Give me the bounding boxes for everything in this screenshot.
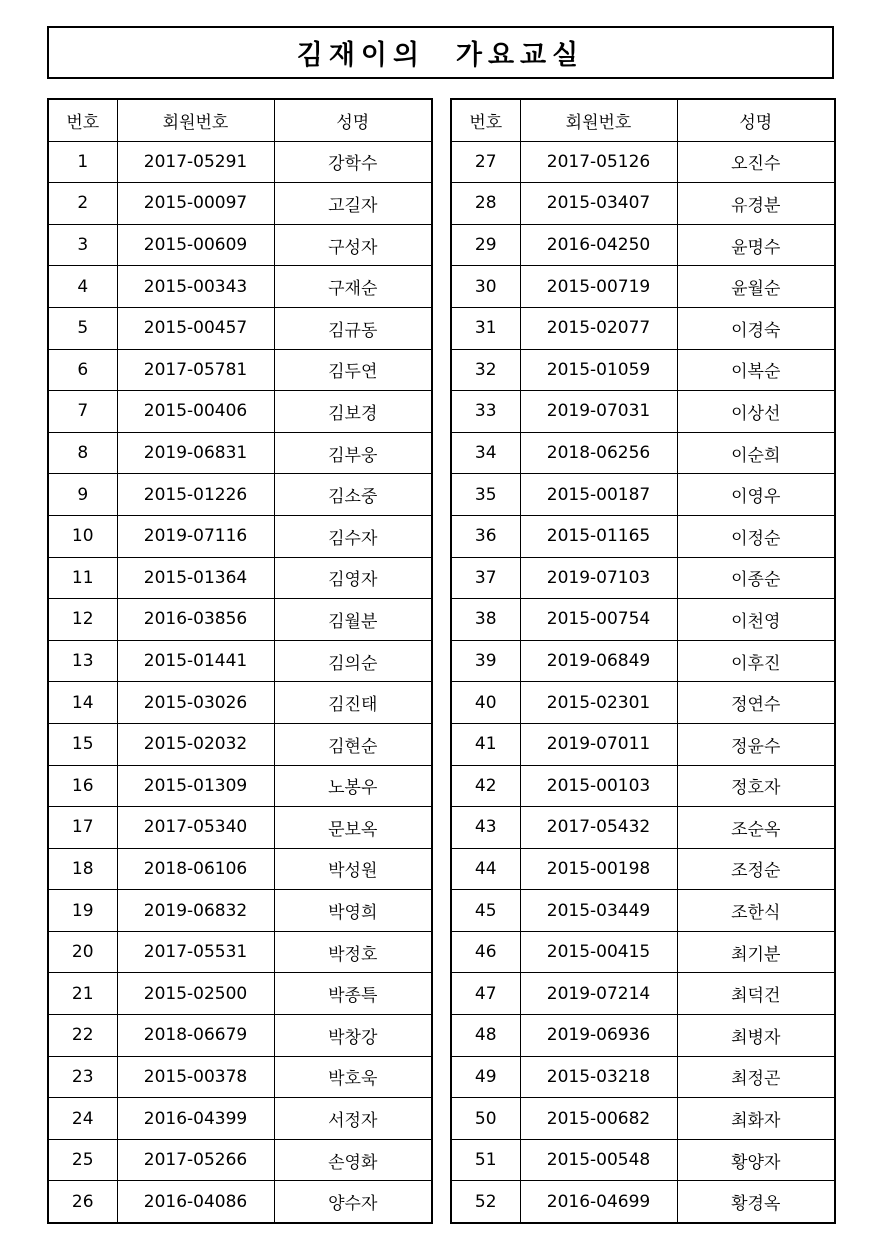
table-row: [48, 266, 432, 308]
cell-member-id: 2015-03407: [520, 183, 677, 225]
cell-member-id: 2015-01226: [117, 474, 274, 516]
cell-name: 김월분: [274, 599, 432, 641]
cell-member-id: 2019-06831: [117, 432, 274, 474]
table-row: [451, 931, 835, 973]
cell-no: 38: [451, 599, 520, 641]
cell-member-id: 2016-03856: [117, 599, 274, 641]
cell-member-id: 2015-01309: [117, 765, 274, 807]
header-no: 번호: [48, 99, 117, 141]
cell-name: 김현순: [274, 723, 432, 765]
cell-name: 서정자: [274, 1098, 432, 1140]
cell-member-id: 2015-02301: [520, 682, 677, 724]
table-row: [48, 183, 432, 225]
cell-name: 김영자: [274, 557, 432, 599]
table-row: [451, 183, 835, 225]
cell-member-id: 2015-01059: [520, 349, 677, 391]
cell-member-id: 2017-05291: [117, 141, 274, 183]
table-row: [451, 640, 835, 682]
table-row: [451, 1015, 835, 1057]
cell-no: 42: [451, 765, 520, 807]
cell-no: 17: [48, 807, 117, 849]
cell-name: 김진태: [274, 682, 432, 724]
table-row: [451, 1056, 835, 1098]
cell-name: 유경분: [677, 183, 835, 225]
cell-member-id: 2016-04699: [520, 1181, 677, 1223]
cell-name: 최병자: [677, 1015, 835, 1057]
cell-name: 고길자: [274, 183, 432, 225]
cell-name: 황경옥: [677, 1181, 835, 1223]
cell-member-id: 2015-00406: [117, 391, 274, 433]
table-row: [48, 682, 432, 724]
cell-name: 이상선: [677, 391, 835, 433]
cell-member-id: 2015-03026: [117, 682, 274, 724]
cell-name: 오진수: [677, 141, 835, 183]
cell-no: 48: [451, 1015, 520, 1057]
table-row: [451, 391, 835, 433]
cell-no: 32: [451, 349, 520, 391]
table-row: [451, 890, 835, 932]
cell-name: 윤월순: [677, 266, 835, 308]
cell-member-id: 2015-02077: [520, 307, 677, 349]
cell-member-id: 2016-04250: [520, 224, 677, 266]
cell-name: 김두연: [274, 349, 432, 391]
cell-member-id: 2015-00457: [117, 307, 274, 349]
cell-name: 이종순: [677, 557, 835, 599]
cell-name: 김수자: [274, 515, 432, 557]
cell-no: 29: [451, 224, 520, 266]
cell-no: 35: [451, 474, 520, 516]
cell-member-id: 2019-07214: [520, 973, 677, 1015]
cell-member-id: 2017-05531: [117, 931, 274, 973]
cell-no: 33: [451, 391, 520, 433]
cell-no: 40: [451, 682, 520, 724]
header-no: 번호: [451, 99, 520, 141]
cell-member-id: 2015-00548: [520, 1139, 677, 1181]
cell-name: 김부웅: [274, 432, 432, 474]
table-row: [48, 848, 432, 890]
cell-no: 51: [451, 1139, 520, 1181]
cell-name: 이후진: [677, 640, 835, 682]
table-header-row: [48, 99, 432, 141]
cell-name: 이영우: [677, 474, 835, 516]
cell-name: 김보경: [274, 391, 432, 433]
cell-no: 11: [48, 557, 117, 599]
cell-name: 이천영: [677, 599, 835, 641]
table-row: [48, 1181, 432, 1223]
table-row: [48, 1139, 432, 1181]
table-row: [48, 723, 432, 765]
cell-no: 45: [451, 890, 520, 932]
cell-member-id: 2015-02032: [117, 723, 274, 765]
cell-name: 양수자: [274, 1181, 432, 1223]
cell-name: 박종특: [274, 973, 432, 1015]
cell-name: 정호자: [677, 765, 835, 807]
table-row: [48, 349, 432, 391]
table-row: [48, 557, 432, 599]
cell-name: 박정호: [274, 931, 432, 973]
table-row: [451, 1139, 835, 1181]
header-name: 성명: [677, 99, 835, 141]
cell-name: 강학수: [274, 141, 432, 183]
cell-no: 36: [451, 515, 520, 557]
cell-no: 19: [48, 890, 117, 932]
cell-no: 52: [451, 1181, 520, 1223]
cell-name: 정연수: [677, 682, 835, 724]
table-row: [451, 1181, 835, 1223]
table-row: [48, 474, 432, 516]
table-row: [451, 557, 835, 599]
table-row: [451, 723, 835, 765]
cell-member-id: 2015-00103: [520, 765, 677, 807]
cell-no: 44: [451, 848, 520, 890]
cell-member-id: 2015-01165: [520, 515, 677, 557]
cell-member-id: 2019-07116: [117, 515, 274, 557]
cell-member-id: 2015-00609: [117, 224, 274, 266]
cell-member-id: 2015-00097: [117, 183, 274, 225]
table-row: [451, 349, 835, 391]
cell-no: 5: [48, 307, 117, 349]
table-row: [48, 307, 432, 349]
table-row: [451, 599, 835, 641]
table-row: [451, 1098, 835, 1140]
cell-no: 26: [48, 1181, 117, 1223]
cell-name: 박영희: [274, 890, 432, 932]
cell-name: 김소중: [274, 474, 432, 516]
cell-name: 박창강: [274, 1015, 432, 1057]
table-row: [48, 640, 432, 682]
cell-no: 24: [48, 1098, 117, 1140]
table-row: [48, 890, 432, 932]
cell-no: 16: [48, 765, 117, 807]
table-row: [451, 973, 835, 1015]
cell-member-id: 2018-06256: [520, 432, 677, 474]
cell-name: 이순희: [677, 432, 835, 474]
cell-member-id: 2015-01441: [117, 640, 274, 682]
table-row: [48, 973, 432, 1015]
cell-name: 박성원: [274, 848, 432, 890]
cell-name: 구성자: [274, 224, 432, 266]
cell-no: 8: [48, 432, 117, 474]
table-row: [451, 515, 835, 557]
cell-name: 구재순: [274, 266, 432, 308]
table-row: [451, 141, 835, 183]
cell-member-id: 2017-05340: [117, 807, 274, 849]
table-row: [48, 515, 432, 557]
table-row: [451, 765, 835, 807]
cell-member-id: 2015-03218: [520, 1056, 677, 1098]
cell-name: 손영화: [274, 1139, 432, 1181]
cell-no: 25: [48, 1139, 117, 1181]
table-row: [451, 432, 835, 474]
cell-no: 3: [48, 224, 117, 266]
page-title: 김재이의 가요교실: [296, 40, 585, 71]
cell-no: 4: [48, 266, 117, 308]
table-row: [48, 141, 432, 183]
cell-name: 최정곤: [677, 1056, 835, 1098]
cell-name: 이경숙: [677, 307, 835, 349]
cell-member-id: 2015-00198: [520, 848, 677, 890]
table-row: [48, 1056, 432, 1098]
cell-name: 최화자: [677, 1098, 835, 1140]
cell-no: 39: [451, 640, 520, 682]
table-row: [451, 682, 835, 724]
cell-name: 박호욱: [274, 1056, 432, 1098]
table-row: [48, 391, 432, 433]
cell-no: 34: [451, 432, 520, 474]
cell-name: 김규동: [274, 307, 432, 349]
cell-member-id: 2015-00187: [520, 474, 677, 516]
table-row: [48, 931, 432, 973]
cell-member-id: 2017-05126: [520, 141, 677, 183]
header-member-id: 회원번호: [520, 99, 677, 141]
cell-no: 15: [48, 723, 117, 765]
cell-no: 13: [48, 640, 117, 682]
table-row: [451, 807, 835, 849]
cell-member-id: 2019-06936: [520, 1015, 677, 1057]
table-header-row: [451, 99, 835, 141]
cell-no: 18: [48, 848, 117, 890]
table-row: [48, 599, 432, 641]
table-row: [451, 224, 835, 266]
cell-no: 43: [451, 807, 520, 849]
cell-member-id: 2019-06832: [117, 890, 274, 932]
cell-no: 49: [451, 1056, 520, 1098]
cell-no: 14: [48, 682, 117, 724]
table-row: [451, 307, 835, 349]
cell-no: 27: [451, 141, 520, 183]
cell-name: 조한식: [677, 890, 835, 932]
cell-name: 이정순: [677, 515, 835, 557]
cell-member-id: 2018-06679: [117, 1015, 274, 1057]
cell-member-id: 2017-05781: [117, 349, 274, 391]
cell-member-id: 2017-05266: [117, 1139, 274, 1181]
header-member-id: 회원번호: [117, 99, 274, 141]
cell-member-id: 2019-06849: [520, 640, 677, 682]
member-table-left: [47, 98, 433, 1224]
table-row: [48, 765, 432, 807]
cell-name: 황양자: [677, 1139, 835, 1181]
table-row: [48, 1015, 432, 1057]
cell-no: 30: [451, 266, 520, 308]
cell-no: 31: [451, 307, 520, 349]
table-row: [48, 224, 432, 266]
cell-no: 37: [451, 557, 520, 599]
cell-no: 2: [48, 183, 117, 225]
cell-member-id: 2017-05432: [520, 807, 677, 849]
cell-no: 50: [451, 1098, 520, 1140]
cell-no: 22: [48, 1015, 117, 1057]
cell-member-id: 2015-02500: [117, 973, 274, 1015]
cell-member-id: 2019-07031: [520, 391, 677, 433]
table-row: [451, 266, 835, 308]
cell-member-id: 2019-07103: [520, 557, 677, 599]
cell-member-id: 2018-06106: [117, 848, 274, 890]
cell-no: 10: [48, 515, 117, 557]
cell-member-id: 2016-04086: [117, 1181, 274, 1223]
cell-name: 김의순: [274, 640, 432, 682]
cell-name: 최덕건: [677, 973, 835, 1015]
cell-name: 이복순: [677, 349, 835, 391]
cell-no: 47: [451, 973, 520, 1015]
cell-member-id: 2015-00719: [520, 266, 677, 308]
cell-no: 46: [451, 931, 520, 973]
cell-member-id: 2015-00343: [117, 266, 274, 308]
cell-member-id: 2015-00378: [117, 1056, 274, 1098]
cell-no: 21: [48, 973, 117, 1015]
cell-no: 23: [48, 1056, 117, 1098]
cell-member-id: 2015-01364: [117, 557, 274, 599]
table-row: [48, 432, 432, 474]
cell-member-id: 2015-03449: [520, 890, 677, 932]
cell-member-id: 2015-00415: [520, 931, 677, 973]
cell-member-id: 2019-07011: [520, 723, 677, 765]
cell-name: 조순옥: [677, 807, 835, 849]
cell-member-id: 2015-00682: [520, 1098, 677, 1140]
cell-no: 41: [451, 723, 520, 765]
cell-name: 정윤수: [677, 723, 835, 765]
cell-no: 7: [48, 391, 117, 433]
table-row: [48, 1098, 432, 1140]
cell-member-id: 2016-04399: [117, 1098, 274, 1140]
cell-member-id: 2015-00754: [520, 599, 677, 641]
cell-name: 윤명수: [677, 224, 835, 266]
table-row: [451, 474, 835, 516]
cell-no: 12: [48, 599, 117, 641]
cell-no: 28: [451, 183, 520, 225]
member-table-right: [450, 98, 836, 1224]
cell-no: 1: [48, 141, 117, 183]
cell-name: 문보옥: [274, 807, 432, 849]
table-row: [451, 848, 835, 890]
cell-no: 20: [48, 931, 117, 973]
header-name: 성명: [274, 99, 432, 141]
table-row: [48, 807, 432, 849]
cell-name: 조정순: [677, 848, 835, 890]
cell-no: 9: [48, 474, 117, 516]
cell-no: 6: [48, 349, 117, 391]
title-box: [47, 26, 834, 79]
cell-name: 노봉우: [274, 765, 432, 807]
cell-name: 최기분: [677, 931, 835, 973]
